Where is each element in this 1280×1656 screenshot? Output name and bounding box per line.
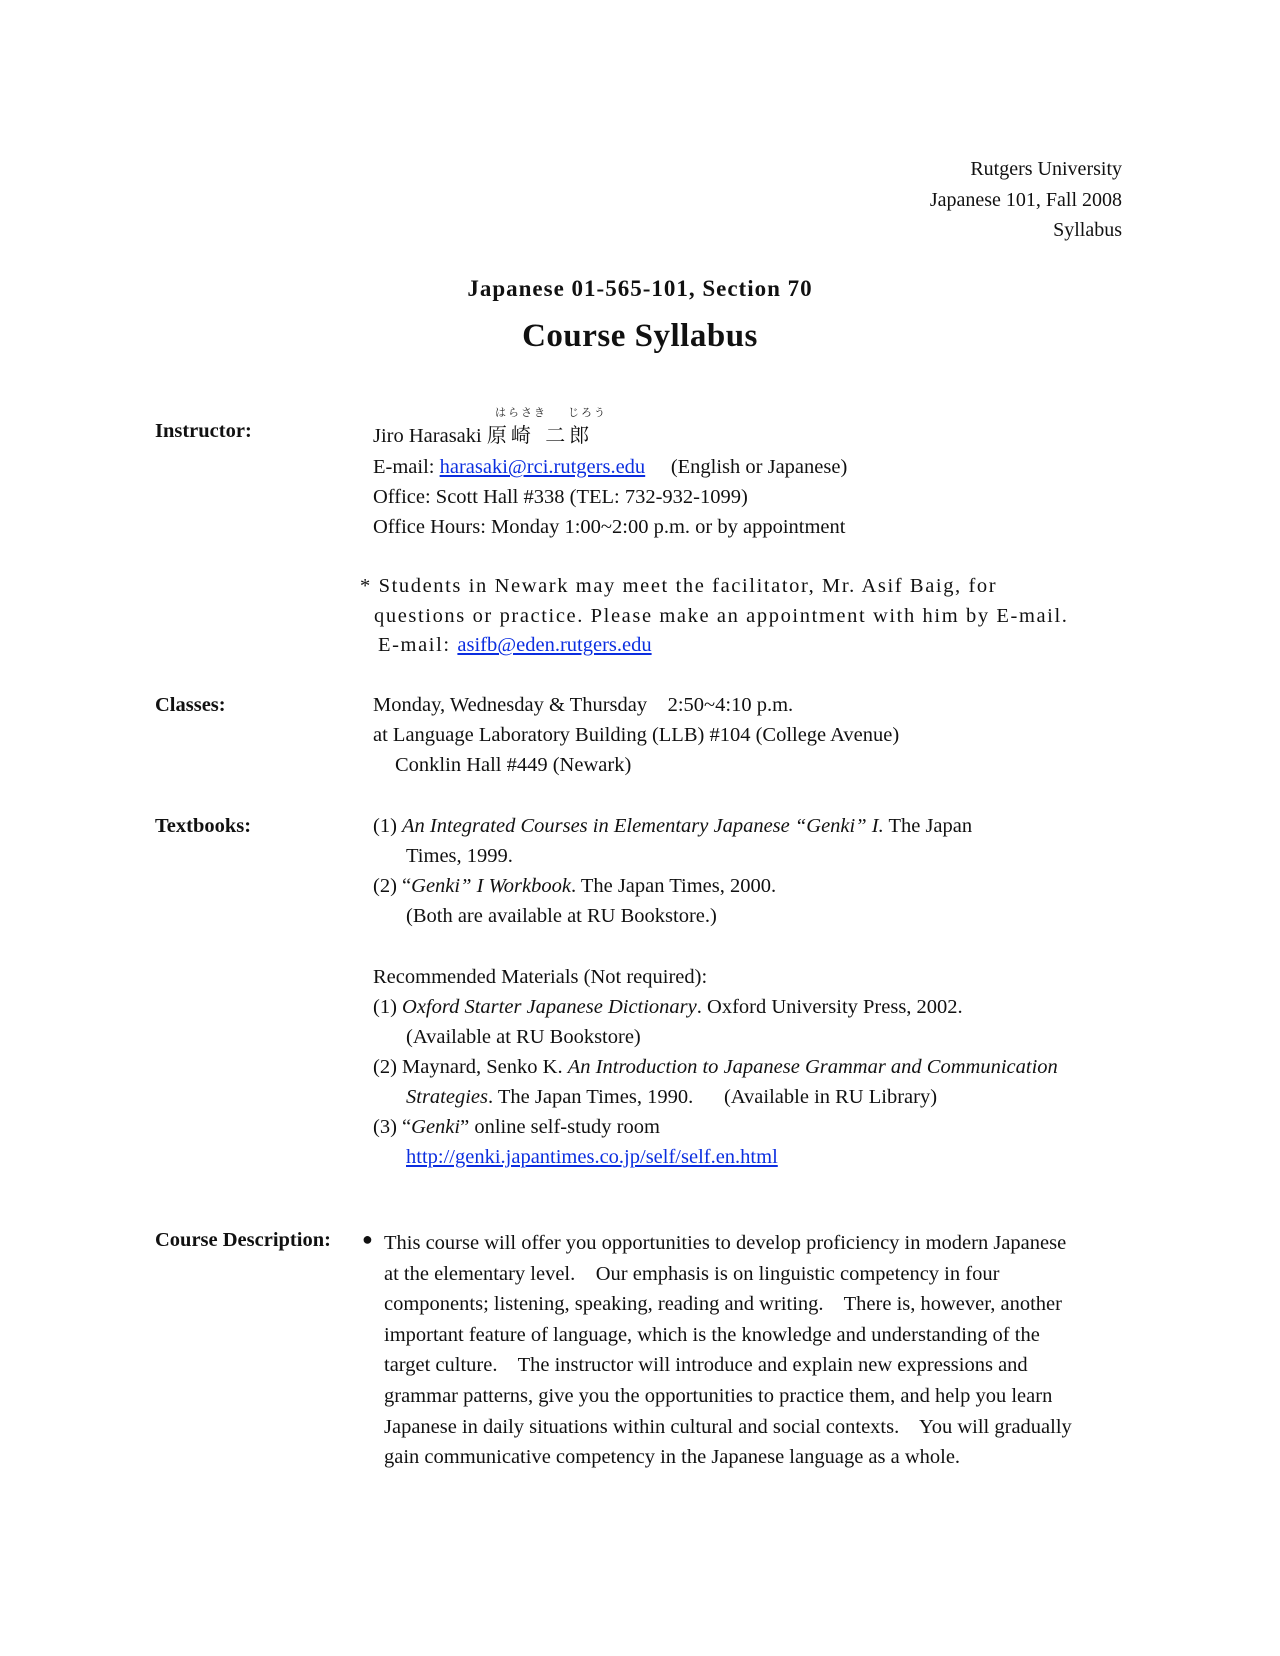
instructor-kanji-name: 原崎 二郎 — [486, 423, 594, 447]
recommended-1-number: (1) — [373, 996, 403, 1018]
facilitator-email-line — [378, 634, 652, 657]
description-line: Japanese in daily situations within cultural and social contexts. You will gradually — [384, 1415, 1072, 1438]
textbook-2-number: (2) “ — [373, 875, 412, 897]
description-line: This course will offer you opportunities to develop proficiency in modern Japanese — [384, 1232, 1067, 1254]
facilitator-email-link[interactable]: asifb@eden.rutgers.edu — [457, 634, 652, 656]
course-code-title: Japanese 01-565-101, Section 70 — [467, 276, 813, 301]
header-university: Rutgers University — [970, 158, 1122, 180]
facilitator-note-line1: * Students in Newark may meet the facilitator, Mr. Asif Baig, for — [360, 575, 998, 597]
class-schedule: Monday, Wednesday & Thursday 2:50~4:10 p.m. — [373, 694, 794, 716]
textbook-item-2 — [373, 875, 776, 898]
textbook-1-publisher: The Japan — [883, 815, 973, 837]
textbook-availability: (Both are available at RU Bookstore.) — [406, 905, 717, 927]
class-location-1: at Language Laboratory Building (LLB) #104 (College Avenue) — [373, 724, 900, 746]
instructor-email-line — [373, 456, 847, 479]
instructor-name-line — [373, 419, 593, 448]
instructor-email-link[interactable]: harasaki@rci.rutgers.edu — [439, 456, 646, 478]
textbook-2-publisher: . The Japan Times, 2000. — [570, 875, 777, 897]
course-description-label: Course Description: — [155, 1229, 331, 1251]
office-line: Office: Scott Hall #338 (TEL: 732-932-1099) — [373, 486, 748, 508]
office-hours-line: Office Hours: Monday 1:00~2:00 p.m. or by appointment — [373, 516, 846, 538]
textbook-2-title: Genki” I Workbook — [411, 875, 571, 897]
recommended-2-title-cont: Strategies — [406, 1086, 488, 1108]
document-header — [930, 154, 1122, 246]
recommended-1-publisher: . Oxford University Press, 2002. — [696, 996, 963, 1018]
instructor-label: Instructor: — [155, 420, 252, 442]
recommended-1-note: (Available at RU Bookstore) — [406, 1026, 641, 1048]
textbook-1-title: An Integrated Courses in Elementary Japanese “Genki” I. — [402, 815, 884, 837]
furigana-given: じろう — [568, 406, 607, 419]
class-location-2: Conklin Hall #449 (Newark) — [395, 754, 632, 776]
email-note: (English or Japanese) — [670, 456, 848, 478]
description-line: target culture. The instructor will introduce and explain new expressions and — [384, 1354, 1028, 1377]
recommended-heading: Recommended Materials (Not required): — [373, 966, 708, 988]
recommended-2-continuation — [406, 1086, 937, 1109]
textbook-1-continuation: Times, 1999. — [406, 845, 513, 867]
recommended-item-1 — [373, 996, 963, 1019]
course-description-text — [384, 1228, 1124, 1473]
recommended-2-title: An Introduction to Japanese Grammar and Communication — [567, 1056, 1058, 1078]
description-line: components; listening, speaking, reading and writing. There is, however, another — [384, 1293, 1062, 1316]
textbooks-label: Textbooks: — [155, 815, 252, 837]
recommended-3-title: Genki — [411, 1116, 461, 1138]
recommended-3-url-line — [406, 1146, 778, 1169]
description-line: important feature of language, which is the knowledge and understanding of the — [384, 1323, 1040, 1346]
instructor-name: Jiro Harasaki — [373, 425, 482, 447]
textbook-item-1 — [373, 815, 972, 838]
facilitator-note-line2: questions or practice. Please make an appointment with him by E-mail. — [374, 605, 1069, 627]
description-line: at the elementary level. Our emphasis is on linguistic competency in four — [384, 1262, 1000, 1285]
bullet-icon: ● — [362, 1229, 373, 1249]
header-doc-type: Syllabus — [1053, 219, 1122, 241]
recommended-3-description: ” online self-study room — [460, 1116, 660, 1138]
recommended-item-2 — [373, 1056, 1058, 1079]
description-line: grammar patterns, give you the opportunities to practice them, and help you learn — [384, 1384, 1053, 1407]
recommended-1-title: Oxford Starter Japanese Dictionary — [402, 996, 697, 1018]
description-line: gain communicative competency in the Japanese language as a whole. — [384, 1446, 961, 1469]
page-title: Course Syllabus — [522, 318, 758, 354]
recommended-2-publisher: . The Japan Times, 1990. (Available in RU Library) — [488, 1086, 938, 1108]
recommended-3-number: (3) “ — [373, 1116, 412, 1138]
textbook-1-number: (1) — [373, 815, 403, 837]
email-label: E-mail: — [373, 456, 440, 478]
recommended-2-author: (2) Maynard, Senko K. — [373, 1056, 568, 1078]
header-course-term: Japanese 101, Fall 2008 — [929, 188, 1122, 211]
recommended-item-3 — [373, 1116, 660, 1139]
furigana-family: はらさき — [495, 406, 547, 419]
genki-self-study-link[interactable]: http://genki.japantimes.co.jp/self/self.en.html — [406, 1146, 778, 1168]
facilitator-email-label: E-mail: — [378, 634, 458, 656]
classes-label: Classes: — [155, 694, 226, 716]
